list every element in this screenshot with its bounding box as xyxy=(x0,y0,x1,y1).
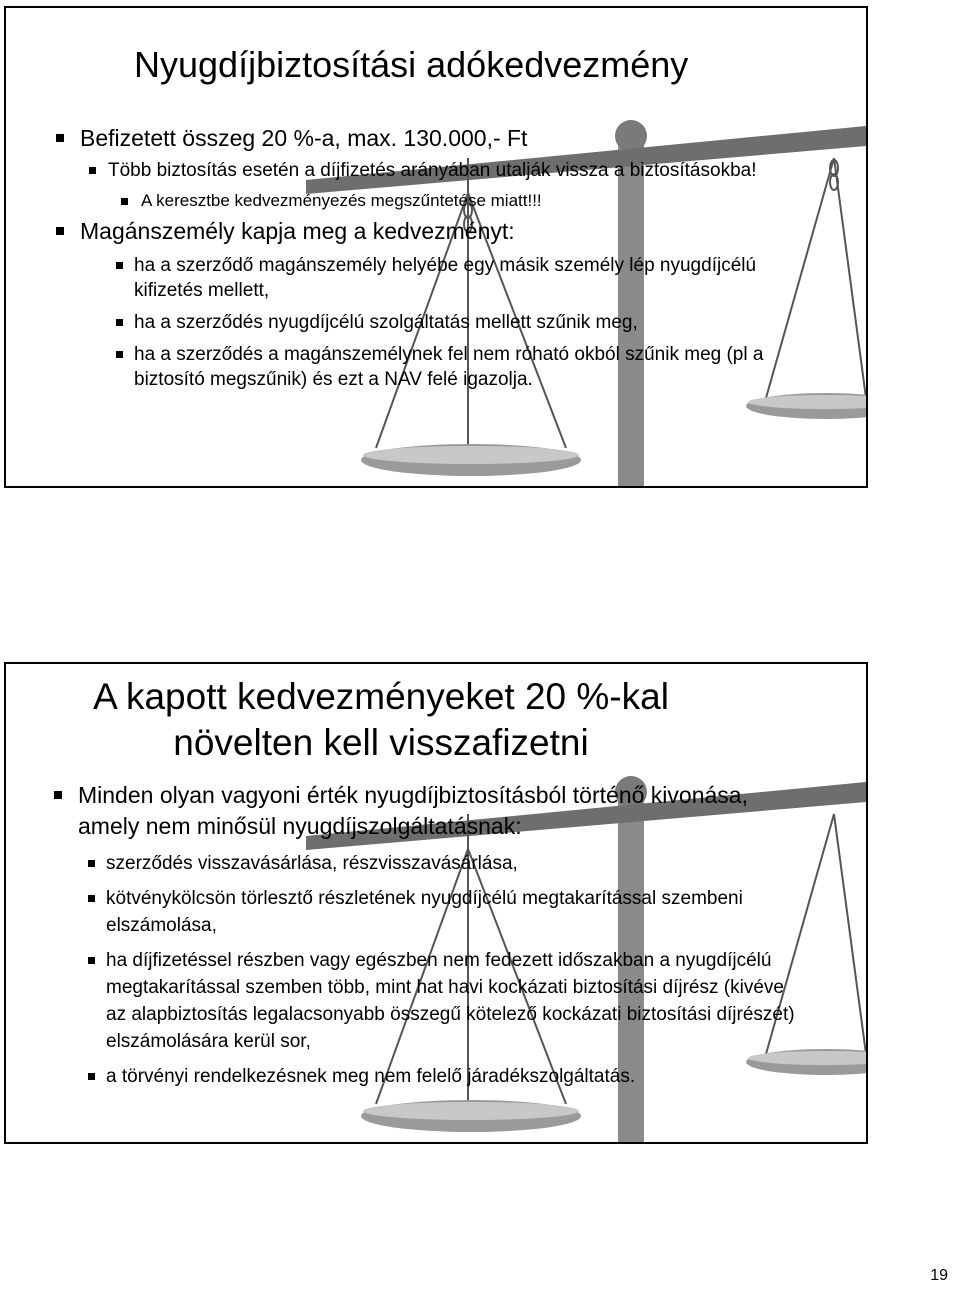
sub-bullet-item: kötvénykölcsön törlesztő részletének nyugdíjcélú megtakarítással szembeni elszámolása, xyxy=(6,885,806,939)
bullet-list xyxy=(6,124,806,392)
slide-1 xyxy=(4,6,868,488)
chain-right-b xyxy=(834,158,866,398)
slide-2 xyxy=(4,662,868,1144)
page-number: 19 xyxy=(930,1267,948,1284)
sub-bullet-item: ha a szerződés nyugdíjcélú szolgáltatás mellett szűnik meg, xyxy=(6,310,806,335)
sub-bullet-item: szerződés visszavásárlása, részvisszavásárlása, xyxy=(6,850,806,877)
scale-pan-left-rim xyxy=(363,446,579,464)
bullet-item: Befizetett összeg 20 %-a, max. 130.000,- Ft xyxy=(6,124,806,152)
bullet-item: Minden olyan vagyoni érték nyugdíjbiztosításból történő kivonása, amely nem minősül nyugdíjszolgáltatásnak: xyxy=(6,780,806,842)
slide-title xyxy=(6,674,756,767)
slide-title: Nyugdíjbiztosítási adókedvezmény xyxy=(134,44,689,85)
slide-title-line-1: A kapott kedvezményeket 20 %-kal xyxy=(93,676,669,717)
sub-bullet-item: a törvényi rendelkezésnek meg nem felelő járadékszolgáltatás. xyxy=(6,1063,806,1090)
slide-title-line-2: növelten kell visszafizetni xyxy=(173,722,589,764)
sub-bullet-item: ha díjfizetéssel részben vagy egészben nem fedezett időszakban a nyugdíjcélú megtakarítással szemben több, mint hat havi kockázati biztosítási díjrész (kivéve az alapbiztosítás legalacsonyabb összegű kötelező kockázati biztosítási díjrészét) elszámolására kerül sor, xyxy=(6,947,806,1055)
bullet-item: Magánszemély kapja meg a kedvezményt: xyxy=(6,217,806,245)
scale-pan-left-rim xyxy=(363,1102,579,1120)
sub-bullet-item: ha a szerződő magánszemély helyébe egy másik személy lép nyugdíjcélú kifizetés mellett, xyxy=(6,253,806,303)
sub-sub-bullet-item: A keresztbe kedvezményezés megszűntetése miatt!!! xyxy=(6,190,806,212)
sub-bullet-item: Több biztosítás esetén a díjfizetés arányában utalják vissza a biztosításokba! xyxy=(6,158,806,183)
sub-bullet-item: ha a szerződés a magánszemélynek fel nem róható okból szűnik meg (pl a biztosító megszűnik) és ezt a NAV felé igazolja. xyxy=(6,342,806,392)
chain-right-b xyxy=(834,814,866,1054)
bullet-list xyxy=(6,780,806,1090)
